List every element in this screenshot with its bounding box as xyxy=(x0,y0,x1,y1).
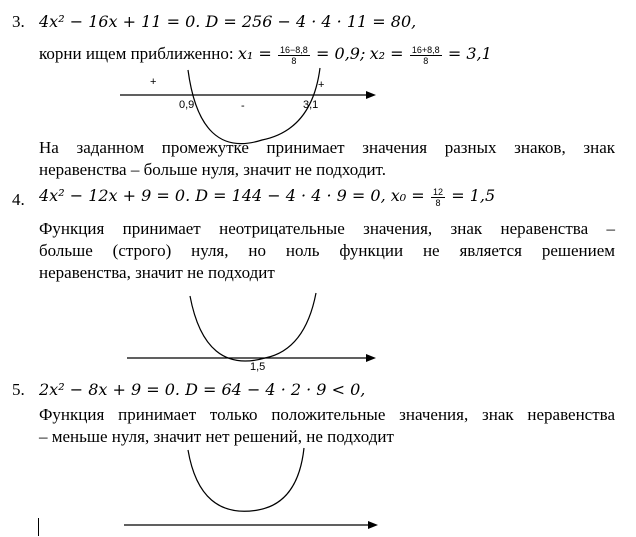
item-4-parabola xyxy=(190,293,316,361)
item-3-parabola xyxy=(188,68,320,144)
roots-prefix: корни ищем приближенно: xyxy=(39,44,234,63)
item-5-parabola xyxy=(188,448,304,511)
x0-value: = 1,5 xyxy=(451,186,496,205)
item-3-root2: 3,1 xyxy=(303,99,319,111)
item-4-text-line3: неравенства, значит не подходит xyxy=(39,263,275,282)
x2-label: x₂ = xyxy=(369,44,404,63)
x1-denominator: 8 xyxy=(291,55,297,66)
x0-numerator: 12 xyxy=(432,186,443,197)
text-cursor xyxy=(38,518,39,536)
item-5-number: 5. xyxy=(12,380,25,399)
item-5-text-line2: – меньше нуля, значит нет решений, не подходит xyxy=(39,427,394,446)
item-3-roots-line xyxy=(39,44,492,66)
x1-value: = 0,9; xyxy=(316,44,366,63)
item-4-text-line2: больше (строго) нуля, но ноль функции не является решением xyxy=(39,241,615,260)
item-4-equation: 4x² − 12x + 9 = 0. D = 144 − 4 · 4 · 9 = 0, x₀ = xyxy=(39,186,425,205)
x2-numerator: 16+8,8 xyxy=(411,44,440,55)
item-3-text-line1: На заданном промежутке принимает значения разных знаков, знак xyxy=(39,138,615,157)
x2-value: = 3,1 xyxy=(447,44,492,63)
item-4-axis-arrow xyxy=(366,354,376,362)
item-3-minus: - xyxy=(241,100,245,112)
x2-denominator: 8 xyxy=(423,55,429,66)
item-3-number: 3. xyxy=(12,12,25,31)
x2-fraction xyxy=(410,45,442,66)
item-3-root1: 0,9 xyxy=(179,99,195,111)
x0-denominator: 8 xyxy=(435,197,441,208)
item-3-text-line2: неравенства – больше нуля, значит не подходит. xyxy=(39,160,386,179)
item-5-text-line1: Функция принимает только положительные значения, знак неравенства xyxy=(39,405,615,424)
x1-fraction xyxy=(278,45,310,66)
item-4-number: 4. xyxy=(12,190,25,209)
item-3-axis-arrow xyxy=(366,91,376,99)
item-3-plus-right: + xyxy=(318,79,325,91)
item-5-equation: 2x² − 8x + 9 = 0. D = 64 − 4 · 2 · 9 < 0, xyxy=(39,380,366,399)
item-4-text-line1: Функция принимает неотрицательные значения, знак неравенства – xyxy=(39,219,615,238)
item-4-root: 1,5 xyxy=(250,361,266,373)
item-4-equation-line xyxy=(39,186,495,208)
item-5-axis-arrow xyxy=(368,521,378,529)
item-3-plus-left: + xyxy=(150,76,157,88)
x1-label: x₁ = xyxy=(237,44,272,63)
x0-fraction xyxy=(431,187,445,208)
item-3-equation: 4x² − 16x + 11 = 0. D = 256 − 4 · 4 · 11 = 80, xyxy=(39,12,417,31)
x1-numerator: 16−8,8 xyxy=(280,44,308,55)
